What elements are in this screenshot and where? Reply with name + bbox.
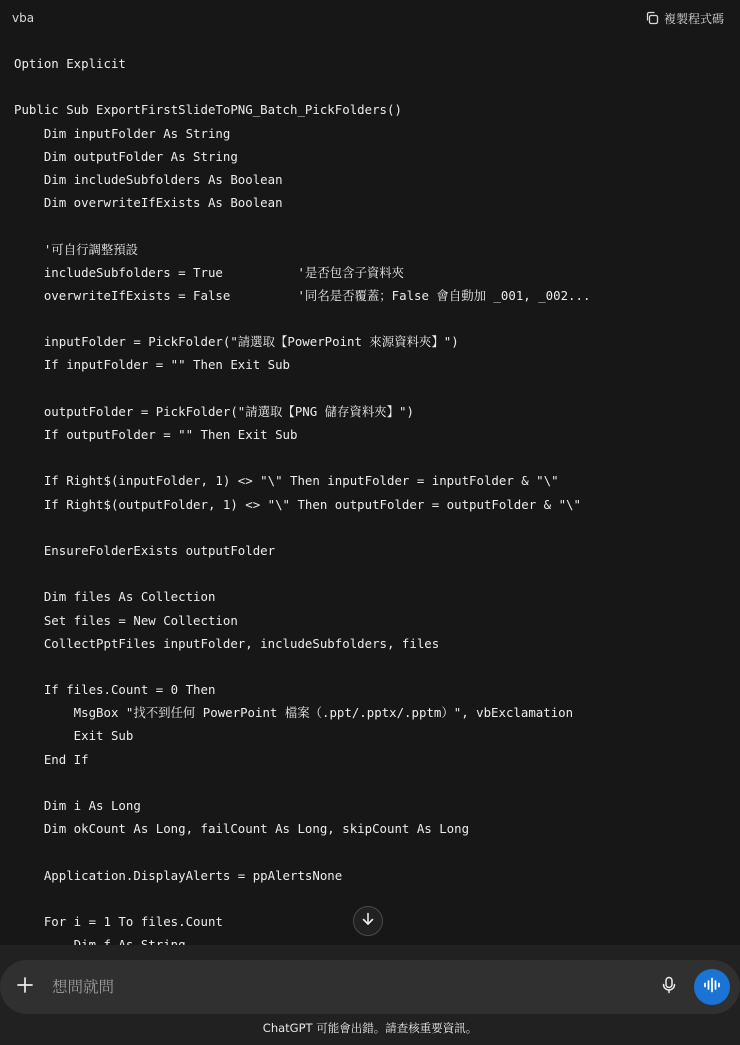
code-line: Dim inputFolder As String (14, 125, 231, 141)
code-line (14, 655, 740, 678)
code-line: If Right$(inputFolder, 1) <> "\" Then inputFolder = inputFolder & "\" (14, 473, 559, 489)
code-line: Dim i As Long (14, 798, 141, 813)
code-line (14, 887, 740, 910)
code-line: EnsureFolderExists outputFolder (14, 542, 276, 558)
code-line (14, 307, 740, 330)
code-line (14, 377, 740, 400)
plus-icon (16, 976, 34, 998)
microphone-icon (661, 976, 677, 998)
code-line: Exit Sub (14, 728, 134, 744)
voice-mode-button[interactable] (694, 969, 730, 1005)
code-line: '可自行調整預設 (14, 241, 139, 257)
code-line: Dim overwriteIfExists As Boolean (14, 195, 283, 211)
code-line (14, 562, 740, 585)
code-line: If files.Count = 0 Then (14, 682, 216, 698)
code-line (14, 840, 740, 863)
code-line: Public Sub ExportFirstSlideToPNG_Batch_PickFolders() (14, 102, 402, 118)
arrow-down-icon (360, 911, 376, 931)
code-line: CollectPptFiles inputFolder, includeSubfolders, files (14, 635, 440, 651)
code-line: Dim includeSubfolders As Boolean (14, 171, 283, 187)
voice-waveform-icon (703, 977, 721, 997)
copy-code-button[interactable] (645, 10, 724, 27)
code-line: For i = 1 To files.Count (14, 913, 223, 929)
code-language-label: vba (12, 11, 35, 25)
code-line: Option Explicit (14, 56, 126, 71)
code-line: If inputFolder = "" Then Exit Sub (14, 357, 291, 373)
message-composer (0, 960, 740, 1014)
copy-icon (645, 11, 659, 25)
code-line: Dim okCount As Long, failCount As Long, skipCount As Long (14, 821, 470, 837)
dictate-button[interactable] (654, 972, 684, 1002)
code-line: inputFolder = PickFolder("請選取【PowerPoint 來源資料夾】") (14, 334, 459, 350)
code-line: Set files = New Collection (14, 612, 238, 628)
code-line: If outputFolder = "" Then Exit Sub (14, 427, 298, 442)
code-line (14, 771, 740, 794)
code-line: If Right$(outputFolder, 1) <> "\" Then outputFolder = outputFolder & "\" (14, 496, 581, 512)
disclaimer-text: ChatGPT 可能會出錯。請查核重要資訊。 (262, 1021, 478, 1035)
code-line: End If (14, 751, 89, 767)
code-content[interactable] (0, 36, 740, 956)
prompt-input[interactable] (50, 971, 654, 1003)
code-line: Dim outputFolder As String (14, 148, 238, 164)
code-line: includeSubfolders = True '是否包含子資料夾 (14, 264, 405, 280)
scroll-to-bottom-button[interactable] (353, 906, 383, 936)
code-block-header (0, 0, 740, 36)
code-line: MsgBox "找不到任何 PowerPoint 檔案（.ppt/.pptx/.pptm）", vbExclamation (14, 705, 574, 721)
code-line: outputFolder = PickFolder("請選取【PNG 儲存資料夾】") (14, 403, 414, 419)
code-line (14, 75, 740, 98)
code-line: overwriteIfExists = False '同名是否覆蓋；False 會自動加 _001, _002... (14, 287, 591, 303)
code-line (14, 516, 740, 539)
add-attachment-button[interactable] (12, 974, 38, 1000)
code-line (14, 214, 740, 237)
code-line (14, 446, 740, 469)
code-line: Dim files As Collection (14, 589, 216, 605)
copy-code-label: 複製程式碼 (663, 11, 724, 26)
code-line: Application.DisplayAlerts = ppAlertsNone (14, 867, 343, 883)
